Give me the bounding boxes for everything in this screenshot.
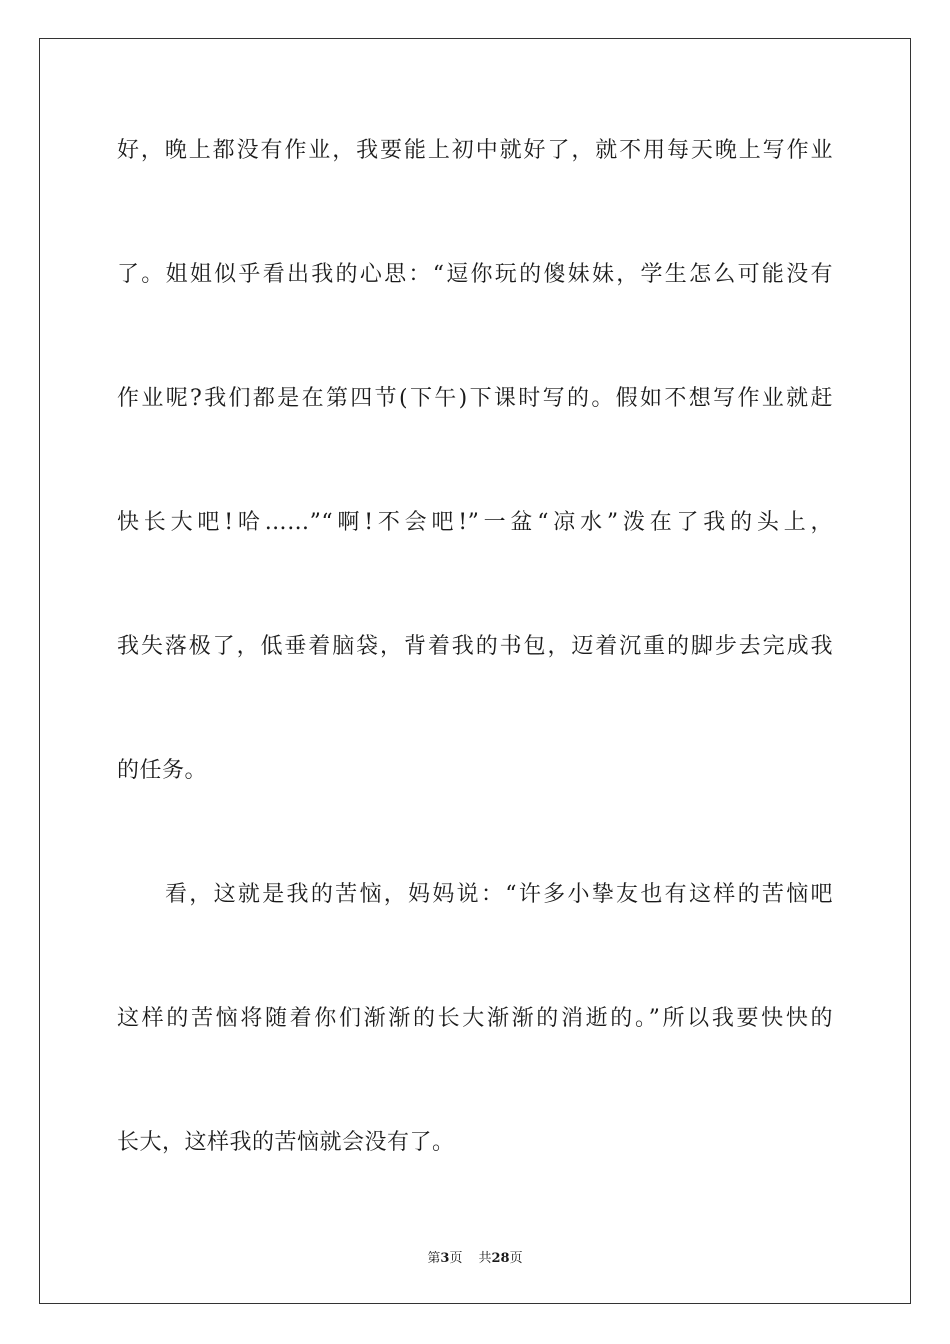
text-line: 这样的苦恼将随着你们渐渐的长大渐渐的消逝的。”所以我要快快的: [117, 1006, 833, 1031]
page-suffix: 页: [449, 1251, 463, 1266]
page-footer: [0, 1247, 950, 1266]
text-line: 作业呢?我们都是在第四节(下午)下课时写的。假如不想写作业就赶: [117, 386, 833, 411]
text-line: 了。姐姐似乎看出我的心思：“逗你玩的傻妹妹，学生怎么可能没有: [117, 262, 833, 287]
total-suffix: 页: [509, 1251, 523, 1266]
page-number: 3: [440, 1251, 450, 1266]
text-line: 快长大吧!哈……”“啊!不会吧!”一盆“凉水”泼在了我的头上，: [117, 510, 833, 535]
page-prefix: 第: [427, 1251, 441, 1266]
total-pages: 28: [491, 1251, 510, 1266]
text-line: 长大，这样我的苦恼就会没有了。: [117, 1130, 455, 1155]
text-line: 看，这就是我的苦恼，妈妈说：“许多小挚友也有这样的苦恼吧: [165, 882, 833, 907]
text-line: 我失落极了，低垂着脑袋，背着我的书包，迈着沉重的脚步去完成我: [117, 634, 833, 659]
total-prefix: 共: [478, 1251, 492, 1266]
text-line: 的任务。: [117, 758, 208, 783]
document-body: [117, 134, 833, 1250]
text-line: 好，晚上都没有作业，我要能上初中就好了，就不用每天晚上写作业: [117, 138, 833, 163]
